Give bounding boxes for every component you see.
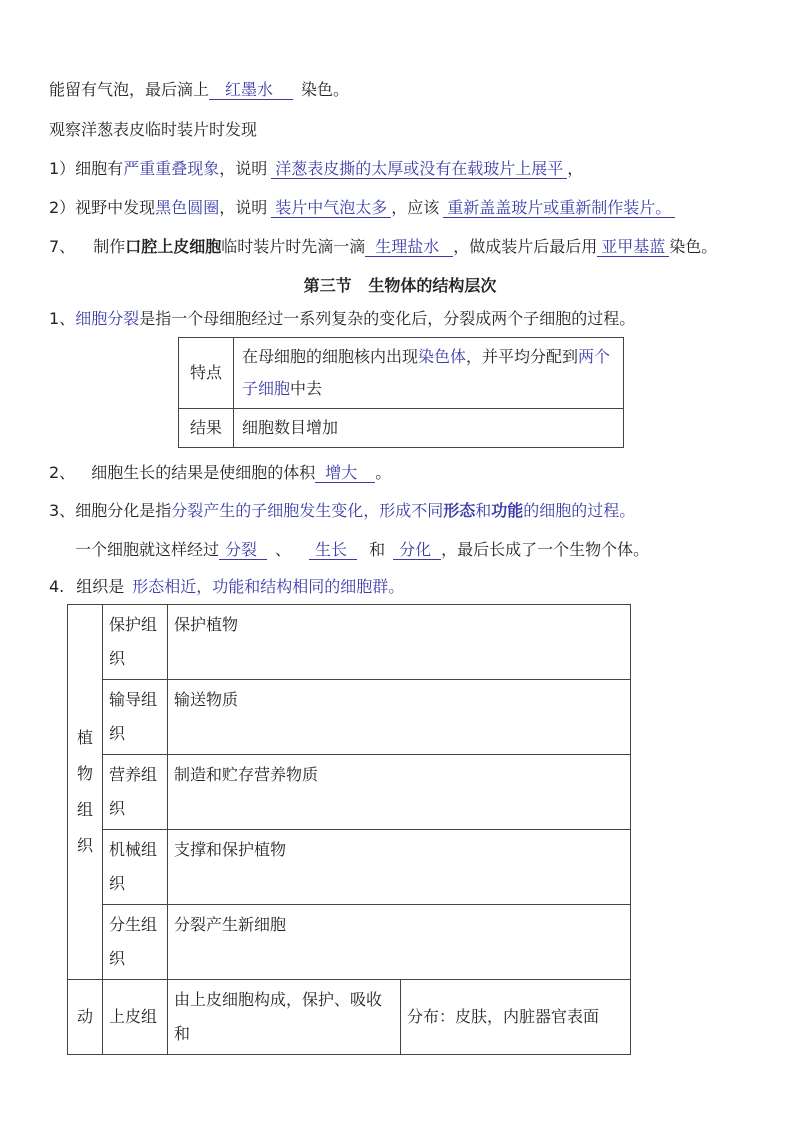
text: 组织是 (76, 577, 125, 596)
table-cell: 分布：皮肤，内脏器官表面 (401, 980, 631, 1055)
text-line (49, 307, 635, 331)
item-number: 1、 (49, 309, 76, 328)
text: 在母细胞的细胞核内出现 (242, 347, 419, 366)
table-cell: 输送物质 (168, 680, 631, 755)
highlight-text: 功能 (491, 501, 524, 520)
side-label-char: 植 (76, 728, 93, 747)
answer-blank: 分化 (393, 540, 441, 560)
side-label-char: 物 (76, 764, 93, 783)
table-cell (234, 338, 624, 409)
text-line (49, 157, 583, 181)
table-cell: 动 (68, 980, 103, 1055)
text-line (49, 78, 349, 102)
highlight-text: 子细胞 (242, 379, 291, 398)
highlight-text: 严重重叠现象 (123, 159, 220, 178)
text: 染色。 (669, 237, 718, 256)
table-cell: 营养组织 (103, 755, 168, 830)
answer-blank: 亚甲基蓝 (597, 237, 669, 257)
side-label-char: 织 (76, 836, 93, 855)
bold-text: 口腔上皮细胞 (125, 237, 222, 256)
text: 染色。 (301, 80, 350, 99)
item-number: 2、 (49, 463, 76, 482)
table-row (179, 338, 624, 409)
text: 。 (375, 463, 392, 482)
table-cell: 上皮组 (103, 980, 168, 1055)
table-cell: 分裂产生新细胞 (168, 905, 631, 980)
text: 细胞分化是指 (75, 501, 172, 520)
text: 中去 (290, 379, 323, 398)
text: 制作 (93, 237, 126, 256)
highlight-text: 形态 (443, 501, 476, 520)
answer-blank: 装片中气泡太多 (271, 198, 391, 218)
table-row (68, 680, 631, 755)
highlight-text: 两个 (578, 347, 611, 366)
highlight-text: 分裂产生的子细胞发生变化，形成不同 (171, 501, 444, 520)
text: 能留有气泡，最后滴上 (49, 80, 210, 99)
table-row (68, 605, 631, 680)
text-line (49, 461, 391, 485)
answer-blank: 增大 (315, 463, 375, 483)
answer-blank: 洋葱表皮撕的太厚或没有在载玻片上展平 (271, 159, 567, 179)
item-number: 4. (49, 577, 65, 596)
table-cell: 输导组织 (103, 680, 168, 755)
answer-blank: 生长 (309, 540, 357, 560)
highlight-text: 染色体 (418, 347, 467, 366)
table-row (68, 980, 631, 1055)
text: ，应该 (391, 198, 440, 217)
table-cell: 机械组织 (103, 830, 168, 905)
text: ，做成装片后最后用 (453, 237, 598, 256)
table-cell: 细胞数目增加 (234, 409, 624, 448)
text: 临时装片时先滴一滴 (221, 237, 366, 256)
text-line (75, 538, 649, 562)
text: ， (567, 159, 584, 178)
text-line (49, 196, 675, 220)
text: 是指一个母细胞经过一系列复杂的变化后，分裂成两个子细胞的过程。 (139, 309, 636, 328)
text-line (49, 499, 635, 523)
text: ，最后长成了一个生物个体。 (441, 540, 650, 559)
text: 1）细胞有 (49, 159, 124, 178)
highlight-text: 形态相近，功能和结构相同的细胞群。 (132, 577, 405, 596)
text-line (49, 235, 717, 259)
highlight-text: 细胞分裂 (75, 309, 140, 328)
text: 一个细胞就这样经过 (75, 540, 220, 559)
text: ，并平均分配到 (466, 347, 579, 366)
table-cell (68, 605, 103, 980)
answer-blank: 重新盖盖玻片或重新制作装片。 (443, 198, 675, 218)
section-title: 第三节 生物体的结构层次 (303, 276, 497, 295)
side-label-char: 组 (76, 800, 93, 819)
item-number: 3、 (49, 501, 76, 520)
text-line (49, 575, 404, 599)
tissue-table (67, 604, 631, 1055)
answer-blank: 分裂 (219, 540, 267, 560)
table-cell: 结果 (179, 409, 234, 448)
highlight-text: 黑色圆圈 (155, 198, 220, 217)
table-cell: 分生组织 (103, 905, 168, 980)
table-cell: 保护组织 (103, 605, 168, 680)
text: 和 (369, 540, 386, 559)
table-row (179, 409, 624, 448)
text: 细胞生长的结果是使细胞的体积 (91, 463, 316, 482)
answer-blank: 生理盐水 (365, 237, 453, 257)
table-cell: 制造和贮存营养物质 (168, 755, 631, 830)
text-line: 观察洋葱表皮临时装片时发现 (49, 120, 258, 139)
table-cell: 特点 (179, 338, 234, 409)
highlight-text: 的细胞的过程。 (523, 501, 636, 520)
table-cell: 由上皮细胞构成，保护、吸收和 (168, 980, 401, 1055)
table-row (68, 755, 631, 830)
text: 2）视野中发现 (49, 198, 156, 217)
table-row (68, 830, 631, 905)
answer-blank: 红墨水 (209, 80, 293, 100)
text: ，说明 (219, 159, 268, 178)
table-cell: 支撑和保护植物 (168, 830, 631, 905)
text: 、 (275, 540, 292, 559)
highlight-text: 和 (475, 501, 492, 520)
text: ，说明 (219, 198, 268, 217)
cell-division-table (178, 337, 624, 448)
table-row (68, 905, 631, 980)
item-number: 7、 (49, 237, 76, 256)
table-cell: 保护植物 (168, 605, 631, 680)
